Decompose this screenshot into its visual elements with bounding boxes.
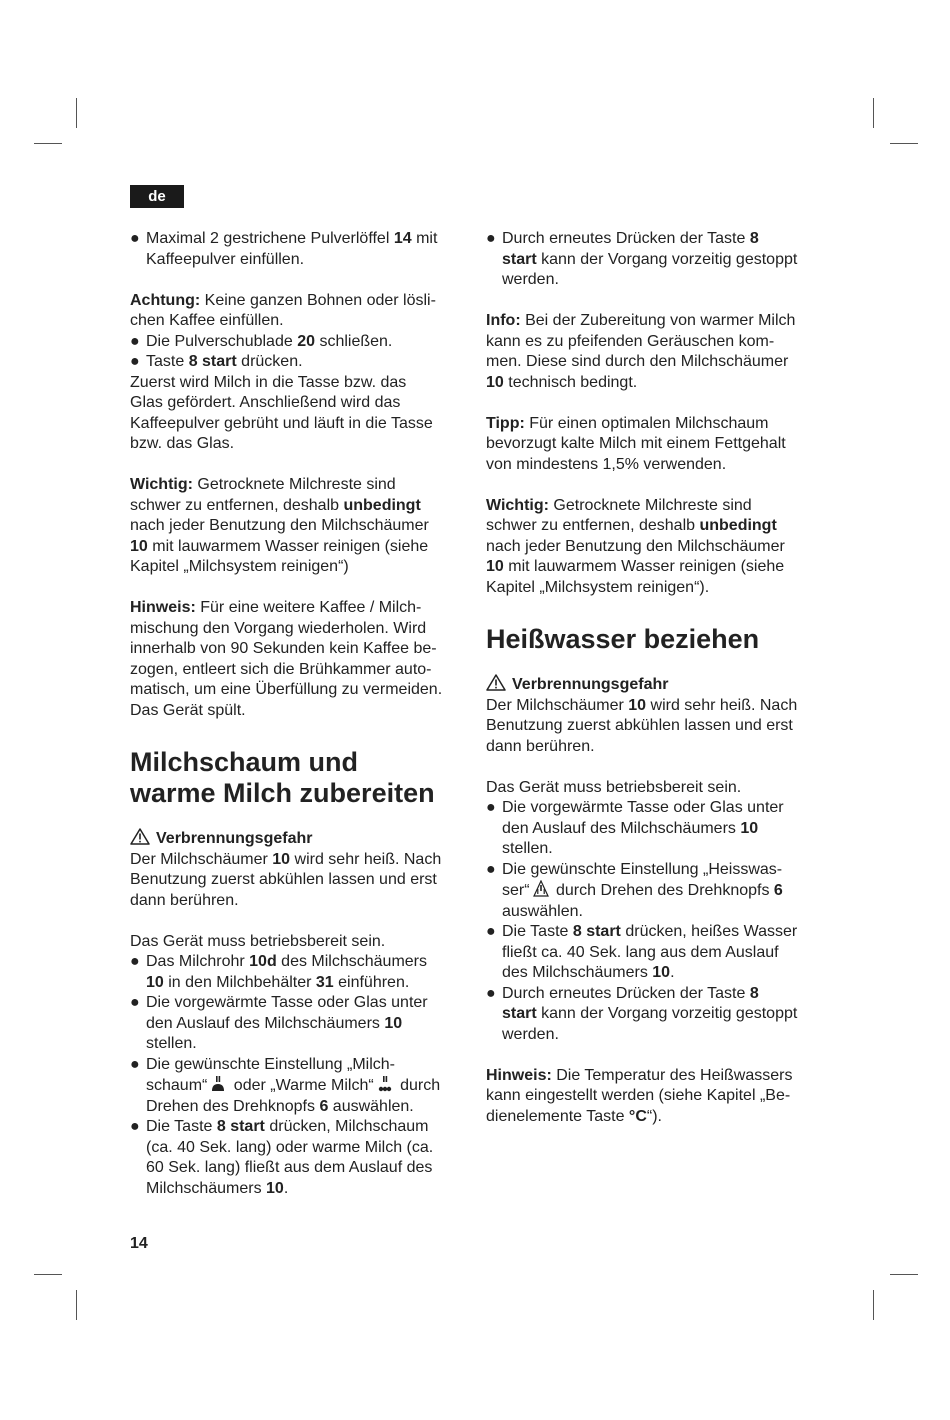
step-tasse-right: ● Die vorgewärmte Tasse oder Glas unter den Auslauf des Milchschäumers 10 stellen. [486,799,784,857]
bullet-taste-start: ● Taste 8 start drücken. [130,352,470,373]
paragraph-milch-gefoerdert: Zuerst wird Milch in die Tasse bzw. das Glas gefördert. Anschließend wird das Kaffeepulver gebrüht und läuft in die Tasse bzw. das Glas. [130,373,433,452]
bullet-icon: ● [486,923,496,940]
bullet-icon: ● [130,1118,140,1135]
warning-block: Verbrennungsgefahr Der Milchschäumer 10 wird sehr heiß. Nach Benutzung zuerst abkühlen lassen und erst dann berühren. [130,830,442,909]
ready-text-right: Das Gerät muss betriebsbereit sein. [486,778,742,796]
crop-mark [76,98,77,128]
warning-triangle-icon [486,674,506,691]
step-einstellung: ● Die gewünschte Einstellung „Milch- schaum“ oder „Warme Milch“ durch Drehen des Drehknopfs 6 auswählen. [130,1055,441,1115]
bullet-icon: ● [486,860,496,878]
ready-text: Das Gerät muss betriebsbereit sein. [130,932,386,950]
achtung-note: Achtung: Keine ganzen Bohnen oder lösli- chen Kaffee einfüllen. [130,291,436,329]
step-stop-right: ● Durch erneutes Drücken der Taste 8 start kann der Vorgang vorzeitig gestoppt werden. [486,984,798,1043]
step-tasse: ● Die vorgewärmte Tasse oder Glas unter den Auslauf des Milchschäumers 10 stellen. [130,994,428,1052]
step-taste-start-right: ● Die Taste 8 start drücken, heißes Wasser fließt ca. 40 Sek. lang aus dem Auslauf des Milchschäumers 10. [486,923,798,981]
warm-milk-icon [376,1075,394,1093]
hot-water-icon [532,880,550,898]
bullet-icon: ● [486,799,496,816]
right-column [486,229,826,1148]
milk-foam-icon [209,1075,227,1093]
wichtig-note-right: Wichtig: Getrocknete Milchreste sind schwer zu entfernen, deshalb unbedingt nach jeder Benutzung den Milchschäumer 10 mit lauwarmem Wasser reinigen (siehe Kapitel „Milchsystem reinigen“). [486,496,785,596]
crop-mark [873,98,874,128]
info-note: Info: Bei der Zubereitung von warmer Milch kann es zu pfeifenden Geräuschen kom- men. Diese sind durch den Milchschäumer 10 technisch bedingt. [486,312,796,391]
warning-triangle-icon [130,828,150,845]
bullet-icon: ● [130,230,140,247]
page-number: 14 [130,1235,148,1252]
bullet-stop: ● Durch erneutes Drücken der Taste 8 start kann der Vorgang vorzeitig gestoppt werden. [486,230,798,288]
step-einstellung-right: ● Die gewünschte Einstellung „Heisswas- ser“ durch Drehen des Drehknopfs 6 auswählen. [486,860,783,920]
bullet-icon: ● [130,994,140,1011]
crop-mark [873,1290,874,1320]
step-taste-start: ● Die Taste 8 start drücken, Milchschaum (ca. 40 Sek. lang) oder warme Milch (ca. 60 Sek. lang) fließt aus dem Auslauf des Milchschäumers 10. [130,1118,434,1197]
section-heading-milchschaum: Milchschaum und warme Milch zubereiten [130,747,435,808]
bullet-icon: ● [486,230,496,247]
hinweis-note: Hinweis: Für eine weitere Kaffee / Milch- mischung den Vorgang wiederholen. Wird innerhalb von 90 Sekunden kein Kaffee be- zogen, entleert sich die Brühkammer auto- matisch, um eine Überfüllung zu vermeiden. Das Gerät spült. [130,599,443,719]
bullet-icon: ● [130,1055,140,1073]
bullet-icon: ● [130,332,140,350]
crop-mark [890,143,918,144]
step-milchrohr: ● Das Milchrohr 10d des Milchschäumers 10 in den Milchbehälter 31 einführen. [130,953,427,991]
language-badge: de [130,185,184,208]
tipp-note: Tipp: Für einen optimalen Milchschaum bevorzugt kalte Milch mit einem Fettgehalt von mindestens 1,5% verwenden. [486,414,786,473]
warning-block-right: Verbrennungsgefahr Der Milchschäumer 10 wird sehr heiß. Nach Benutzung zuerst abkühlen lassen und erst dann berühren. [486,676,798,755]
bullet-icon: ● [486,984,496,1002]
bullet-icon: ● [130,353,140,370]
crop-mark [34,143,62,144]
hinweis-note-right: Hinweis: Die Temperatur des Heißwassers kann eingestellt werden (siehe Kapitel „Be- dienelemente Taste °C“). [486,1066,793,1125]
bullet-pulverschublade: ● Die Pulverschublade 20 schließen. [130,332,470,353]
crop-mark [890,1274,918,1275]
crop-mark [34,1274,62,1275]
bullet-pulverloeffel: ● Maximal 2 gestrichene Pulverlöffel 14 mit Kaffeepulver einfüllen. [130,230,438,268]
left-column [130,229,470,1199]
section-heading-heisswasser: Heißwasser beziehen [486,624,760,654]
wichtig-note: Wichtig: Getrocknete Milchreste sind schwer zu entfernen, deshalb unbedingt nach jeder Benutzung den Milchschäumer 10 mit lauwarmem Wasser reinigen (siehe Kapitel „Milchsystem reinigen“) [130,476,429,575]
bullet-icon: ● [130,953,140,970]
crop-mark [76,1290,77,1320]
